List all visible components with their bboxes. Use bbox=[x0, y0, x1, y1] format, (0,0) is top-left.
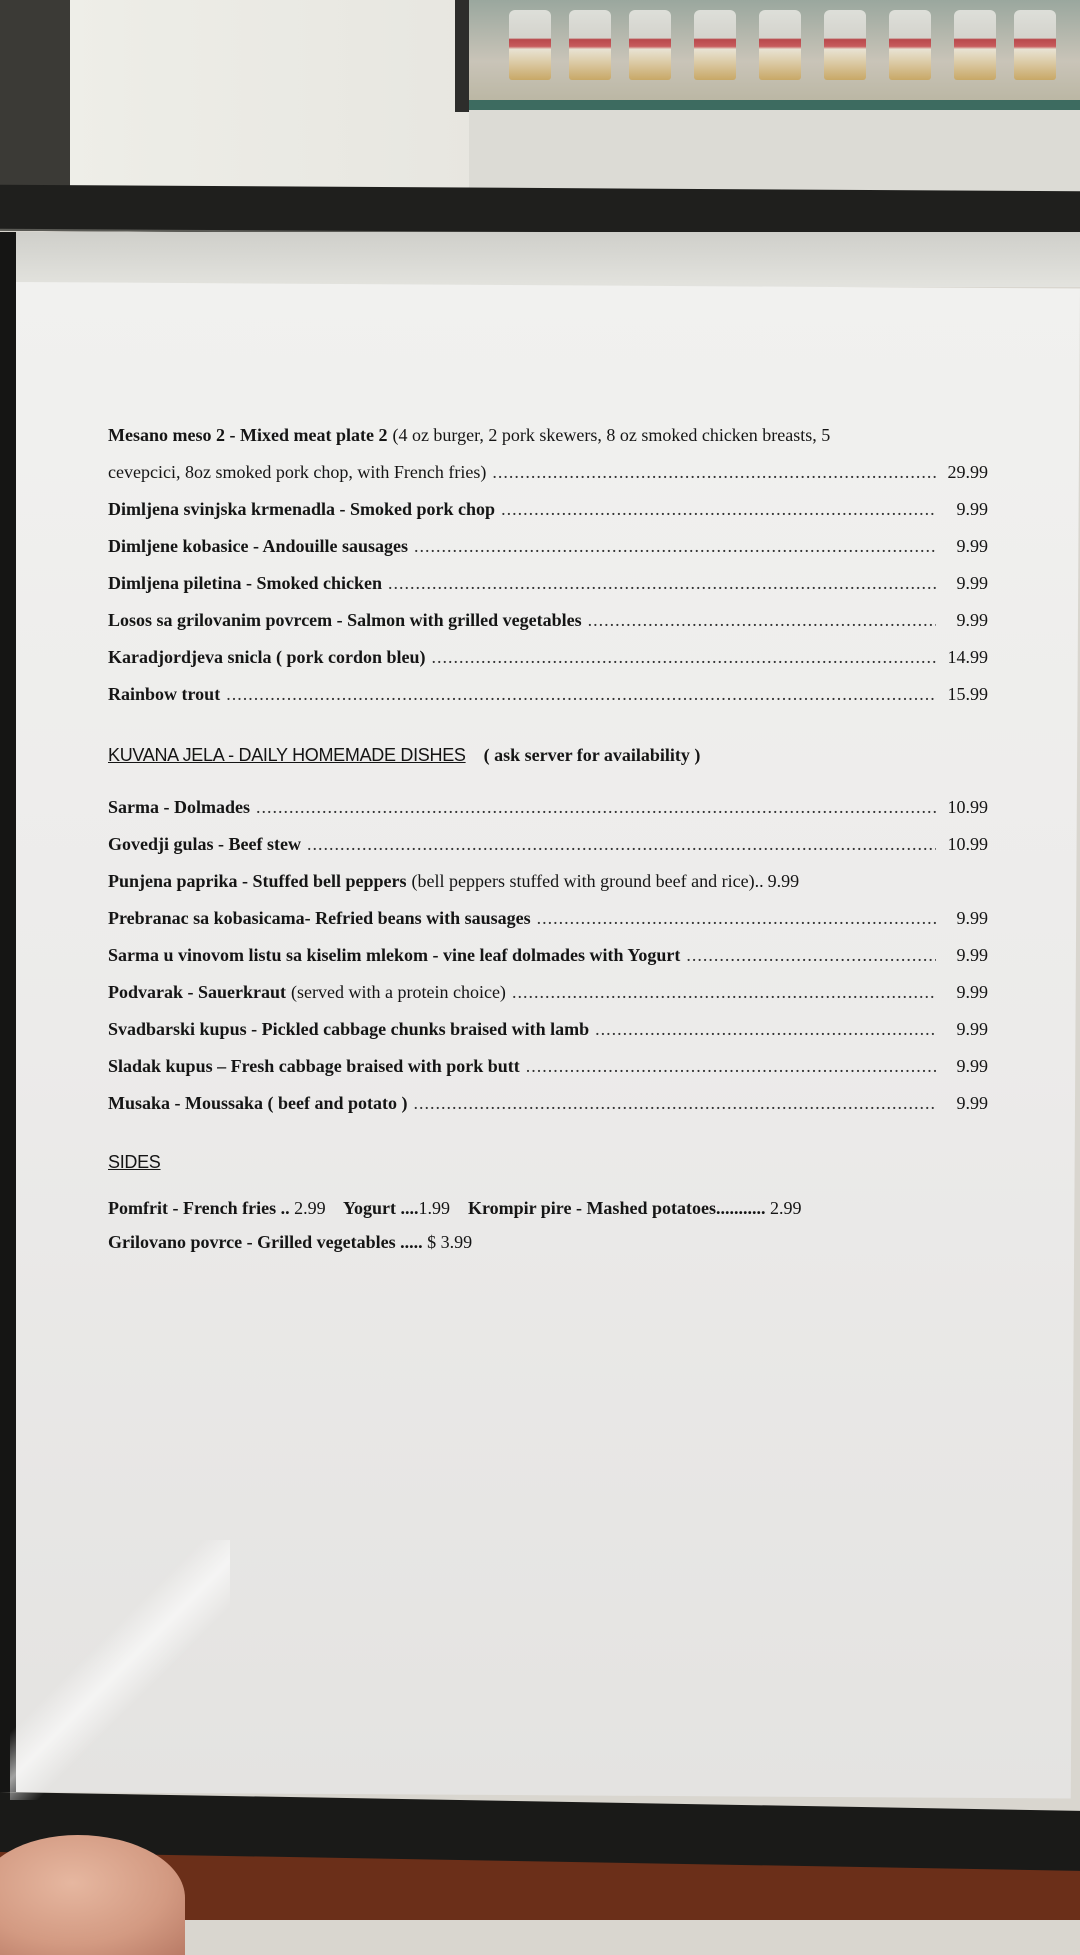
item-price: 14.99 bbox=[947, 647, 988, 667]
item-price: 9.99 bbox=[956, 908, 988, 928]
side-name: Krompir pire - Mashed potatoes........... bbox=[467, 1198, 766, 1218]
side-name: Pomfrit - French fries .. bbox=[108, 1198, 290, 1218]
item-name: Podvarak - Sauerkraut bbox=[108, 982, 287, 1002]
leader-dots bbox=[414, 536, 936, 557]
item-price: 29.99 bbox=[947, 462, 988, 482]
item-name: Govedji gulas - Beef stew bbox=[108, 834, 301, 854]
menu-item bbox=[108, 536, 988, 573]
menu-item bbox=[108, 982, 988, 1019]
wine-glass bbox=[694, 10, 736, 80]
menu-item bbox=[108, 871, 988, 908]
menu-item bbox=[108, 684, 988, 721]
menu-item bbox=[108, 499, 988, 536]
leader-dots bbox=[501, 499, 936, 520]
leader-dots bbox=[432, 647, 937, 668]
item-price: 9.99 bbox=[956, 1019, 988, 1039]
menu-item bbox=[108, 945, 988, 982]
item-price: 9.99 bbox=[956, 982, 988, 1002]
menu-item bbox=[108, 573, 988, 610]
item-name: Sarma u vinovom listu sa kiselim mlekom - vine leaf dolmades with Yogurt bbox=[108, 945, 681, 965]
sides-header bbox=[108, 1152, 988, 1198]
item-name: Punjena paprika - Stuffed bell peppers bbox=[108, 871, 407, 891]
menu-item bbox=[108, 797, 988, 834]
item-name: Karadjordjeva snicla ( pork cordon bleu) bbox=[108, 647, 426, 667]
menu-item bbox=[108, 610, 988, 647]
leader-dots bbox=[588, 610, 936, 631]
side-price: $ 3.99 bbox=[427, 1232, 473, 1252]
leader-dots bbox=[307, 834, 936, 855]
item-name: Rainbow trout bbox=[108, 684, 221, 704]
item-price: 9.99 bbox=[956, 499, 988, 519]
leader-dots bbox=[526, 1056, 936, 1077]
menu-item bbox=[108, 1019, 988, 1056]
item-price: 10.99 bbox=[947, 797, 988, 817]
wine-glass bbox=[629, 10, 671, 80]
leader-dots bbox=[256, 797, 936, 818]
wine-glass bbox=[759, 10, 801, 80]
side-price: 2.99 bbox=[769, 1198, 802, 1218]
wine-glass bbox=[954, 10, 996, 80]
leader-dots bbox=[226, 684, 936, 705]
item-name: Dimljena svinjska krmenadla - Smoked pork chop bbox=[108, 499, 496, 519]
item-name: Dimljene kobasice - Andouille sausages bbox=[108, 536, 409, 556]
daily-dishes-header bbox=[108, 745, 988, 797]
background-wall-lower bbox=[469, 110, 1080, 200]
leader-dots bbox=[686, 945, 936, 966]
leader-dots bbox=[512, 982, 936, 1003]
leader-dots bbox=[537, 908, 936, 929]
item-name: Prebranac sa kobasicama- Refried beans with sausages bbox=[108, 908, 531, 928]
item-price: 9.99 bbox=[956, 536, 988, 556]
menu-item bbox=[108, 647, 988, 684]
menu-binder-top-edge bbox=[0, 185, 1080, 238]
leader-dots bbox=[492, 462, 936, 483]
background-post bbox=[0, 0, 70, 200]
item-price: 10.99 bbox=[947, 834, 988, 854]
item-name: Musaka - Moussaka ( beef and potato ) bbox=[108, 1093, 408, 1113]
item-description: (4 oz burger, 2 pork skewers, 8 oz smoked chicken breasts, 5 bbox=[392, 425, 831, 445]
side-name: Yogurt .... bbox=[342, 1198, 419, 1218]
sides-line bbox=[108, 1198, 988, 1232]
shelf-edge bbox=[469, 100, 1080, 110]
item-name: Sladak kupus – Fresh cabbage braised with pork butt bbox=[108, 1056, 520, 1076]
side-name: Grilovano povrce - Grilled vegetables ..... bbox=[108, 1232, 423, 1252]
section-title: SIDES bbox=[108, 1152, 161, 1172]
menu-content bbox=[108, 425, 988, 1266]
menu-item bbox=[108, 834, 988, 871]
sides-line bbox=[108, 1232, 988, 1266]
item-description: (served with a protein choice) bbox=[291, 982, 506, 1002]
leader-dots bbox=[414, 1093, 936, 1114]
menu-plastic-sleeve bbox=[0, 232, 1080, 287]
item-price: 15.99 bbox=[947, 684, 988, 704]
side-price: 2.99 bbox=[294, 1198, 326, 1218]
menu-item bbox=[108, 908, 988, 945]
item-name: Svadbarski kupus - Pickled cabbage chunks braised with lamb bbox=[108, 1019, 590, 1039]
side-price: 1.99 bbox=[418, 1198, 450, 1218]
item-price: 9.99 bbox=[956, 1056, 988, 1076]
wine-glass bbox=[889, 10, 931, 80]
menu-item bbox=[108, 1056, 988, 1093]
menu-item bbox=[108, 425, 988, 499]
item-name: Losos sa grilovanim povrcem - Salmon with grilled vegetables bbox=[108, 610, 582, 630]
leader-dots bbox=[388, 573, 936, 594]
plastic-glare bbox=[10, 1540, 230, 1800]
wine-glass bbox=[509, 10, 551, 80]
item-price: 9.99 bbox=[956, 1093, 988, 1113]
section-note: ( ask server for availability ) bbox=[483, 745, 701, 765]
item-description: cevepcici, 8oz smoked pork chop, with French fries) bbox=[108, 462, 487, 482]
section-title: KUVANA JELA - DAILY HOMEMADE DISHES bbox=[108, 745, 466, 765]
item-name: Dimljena piletina - Smoked chicken bbox=[108, 573, 383, 593]
leader-dots bbox=[595, 1019, 936, 1040]
background-glass-shelf bbox=[455, 0, 1080, 112]
wine-glass bbox=[569, 10, 611, 80]
item-name: Sarma - Dolmades bbox=[108, 797, 250, 817]
menu-item bbox=[108, 1093, 988, 1130]
item-description: (bell peppers stuffed with ground beef and rice).. bbox=[411, 871, 764, 891]
item-price: 9.99 bbox=[956, 573, 988, 593]
item-price: 9.99 bbox=[767, 871, 800, 891]
item-price: 9.99 bbox=[956, 945, 988, 965]
wine-glass bbox=[1014, 10, 1056, 80]
item-price: 9.99 bbox=[956, 610, 988, 630]
item-name: Mesano meso 2 - Mixed meat plate 2 bbox=[108, 425, 388, 445]
wine-glass bbox=[824, 10, 866, 80]
